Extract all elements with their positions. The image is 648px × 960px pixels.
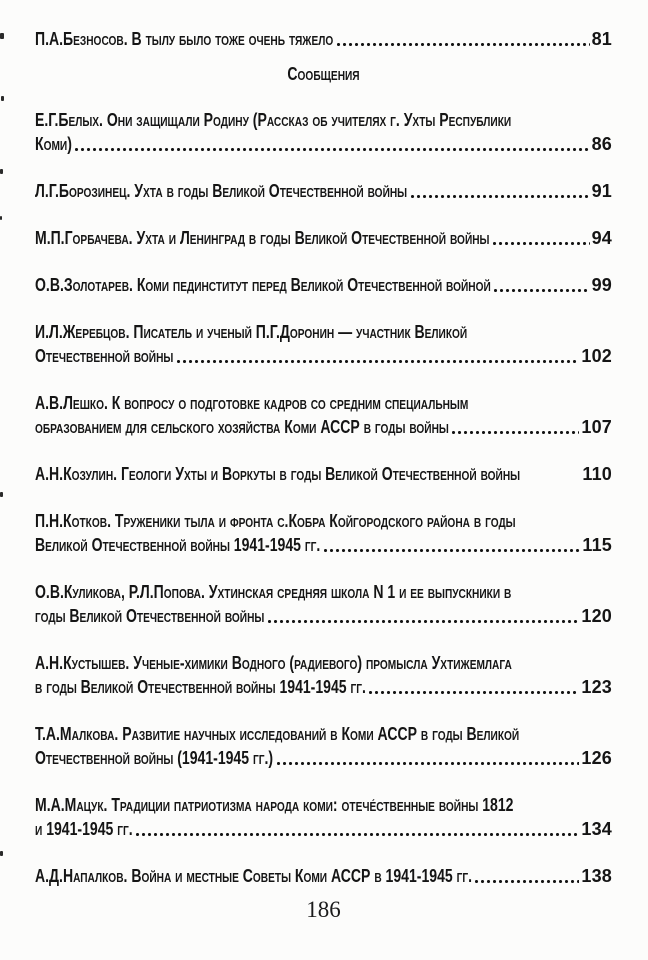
toc-entry-page-number: 134: [581, 819, 612, 839]
toc-entry-line: И.Л.Жеребцов. Писатель и ученый П.Г.Доронин — участник Великой: [35, 322, 468, 342]
toc-entry-page-number: 110: [582, 464, 612, 484]
toc-entry: [35, 391, 612, 439]
dot-leader: [494, 289, 590, 292]
scan-speck: [1, 96, 4, 101]
toc-entry-line: Великой Отечественной войны 1941-1945 гг.: [35, 535, 321, 555]
dot-leader: [411, 195, 590, 198]
toc-entry: [35, 273, 612, 297]
toc-entry-page-number: 120: [581, 606, 612, 626]
toc-entry-page-number: 91: [591, 181, 612, 201]
toc-entry-last-line: [35, 675, 612, 699]
toc-entry-last-line: [35, 415, 612, 439]
toc-entry-line: М.А.Мацук. Традиции патриотизма народа коми: отече́ственные войны 1812: [35, 795, 514, 815]
scan-speck: [0, 851, 3, 856]
toc-entry-line: годы Великой Отечественной войны: [35, 606, 265, 626]
toc-entry-line: в годы Великой Отечественной войны 1941-1945 гг.: [35, 677, 366, 697]
toc-entry-last-line: [35, 462, 612, 486]
toc-entry: [35, 320, 612, 368]
toc-entry-page-number: 107: [581, 417, 612, 437]
dot-leader: [524, 478, 580, 481]
toc-entry-last-line: [35, 746, 612, 770]
dot-leader: [75, 148, 590, 151]
toc-entry-page-number: 94: [591, 228, 612, 248]
toc-entry-last-line: [35, 179, 612, 203]
toc-entry-line: Отечественной войны (1941-1945 гг.): [35, 748, 274, 768]
toc-entry-line: П.А.Безносов. В тылу было тоже очень тяжело: [35, 29, 334, 49]
toc-entry: [35, 793, 612, 841]
scan-speck: [0, 216, 2, 220]
toc-entry-line: П.Н.Котков. Труженики тыла и фронта с.Кобра Койгородского района в годы: [35, 511, 516, 531]
toc-entry-line: и 1941-1945 гг.: [35, 819, 133, 839]
toc-entry-line: О.В.Золотарев. Коми пединститут перед Великой Отечественной войной: [35, 275, 491, 295]
toc-entry: [35, 108, 612, 156]
dot-leader: [452, 431, 579, 434]
dot-leader: [177, 360, 579, 363]
section-heading: Сообщения: [287, 64, 360, 84]
dot-leader: [268, 620, 579, 623]
toc-entry: [35, 226, 612, 250]
toc-entry-last-line: [35, 864, 612, 888]
toc-entry: [35, 509, 612, 557]
toc-entry-page-number: 126: [581, 748, 612, 768]
dot-leader: [136, 833, 579, 836]
dot-leader: [324, 549, 580, 552]
toc-entry-last-line: [35, 344, 612, 368]
toc-entry-page-number: 86: [591, 134, 612, 154]
toc-entry-line: А.Н.Козулин. Геологи Ухты и Воркуты в годы Великой Отечественной войны: [35, 464, 521, 484]
toc-entry-line: Л.Г.Борозинец. Ухта в годы Великой Отечественной войны: [35, 181, 408, 201]
toc-entry-line: А.В.Лешко. К вопросу о подготовке кадров со средним специальным: [35, 393, 469, 413]
toc-entry-page-number: 99: [591, 275, 612, 295]
toc-entry-line: А.Н.Кустышев. Ученые-химики Водного (радиевого) промысла Ухтижемлага: [35, 653, 512, 673]
toc-entry-line: Отечественной войны: [35, 346, 174, 366]
toc-entry-last-line: [35, 27, 612, 51]
dot-leader: [475, 880, 579, 883]
page-number-footer: 186: [306, 897, 341, 922]
toc-entry-last-line: [35, 817, 612, 841]
toc-entry-line: Коми): [35, 134, 72, 154]
toc-entries-after-heading: [35, 108, 612, 888]
scan-speck: [0, 492, 3, 497]
toc-entries-before-heading: [35, 27, 612, 51]
toc-entry-last-line: [35, 132, 612, 156]
toc-entry-line: А.Д.Напалков. Война и местные Советы Коми АССР в 1941-1945 гг.: [35, 866, 472, 886]
toc-entry-last-line: [35, 533, 612, 557]
dot-leader: [493, 242, 590, 245]
toc-entry-page-number: 138: [581, 866, 612, 886]
dot-leader: [277, 762, 579, 765]
scan-speck: [0, 169, 3, 174]
toc-entry-line: Е.Г.Белых. Они защищали Родину (Рассказ об учителях г. Ухты Республики: [35, 110, 512, 130]
toc-entry-line: образованием для сельского хозяйства Коми АССР в годы войны: [35, 417, 449, 437]
toc-entry-line: О.В.Куликова, Р.Л.Попова. Ухтинская средняя школа N 1 и ее выпускники в: [35, 582, 512, 602]
toc-entry-last-line: [35, 604, 612, 628]
toc-entry-page-number: 81: [591, 29, 612, 49]
dot-leader: [369, 691, 579, 694]
toc-entry-last-line: [35, 273, 612, 297]
toc-entry-line: Т.А.Малкова. Развитие научных исследований в Коми АССР в годы Великой: [35, 724, 520, 744]
toc-entry-page-number: 115: [582, 535, 612, 555]
scan-speck: [0, 33, 4, 39]
toc-entry-last-line: [35, 226, 612, 250]
toc-entry: [35, 722, 612, 770]
toc-entry: [35, 462, 612, 486]
toc-entry: [35, 864, 612, 888]
toc-entry: [35, 651, 612, 699]
toc-entry: [35, 27, 612, 51]
toc-entry-page-number: 102: [581, 346, 612, 366]
toc-entry: [35, 179, 612, 203]
toc-entry-page-number: 123: [581, 677, 612, 697]
toc-entry-line: М.П.Горбачева. Ухта и Ленинград в годы Великой Отечественной войны: [35, 228, 490, 248]
dot-leader: [337, 43, 590, 46]
toc-entry: [35, 580, 612, 628]
